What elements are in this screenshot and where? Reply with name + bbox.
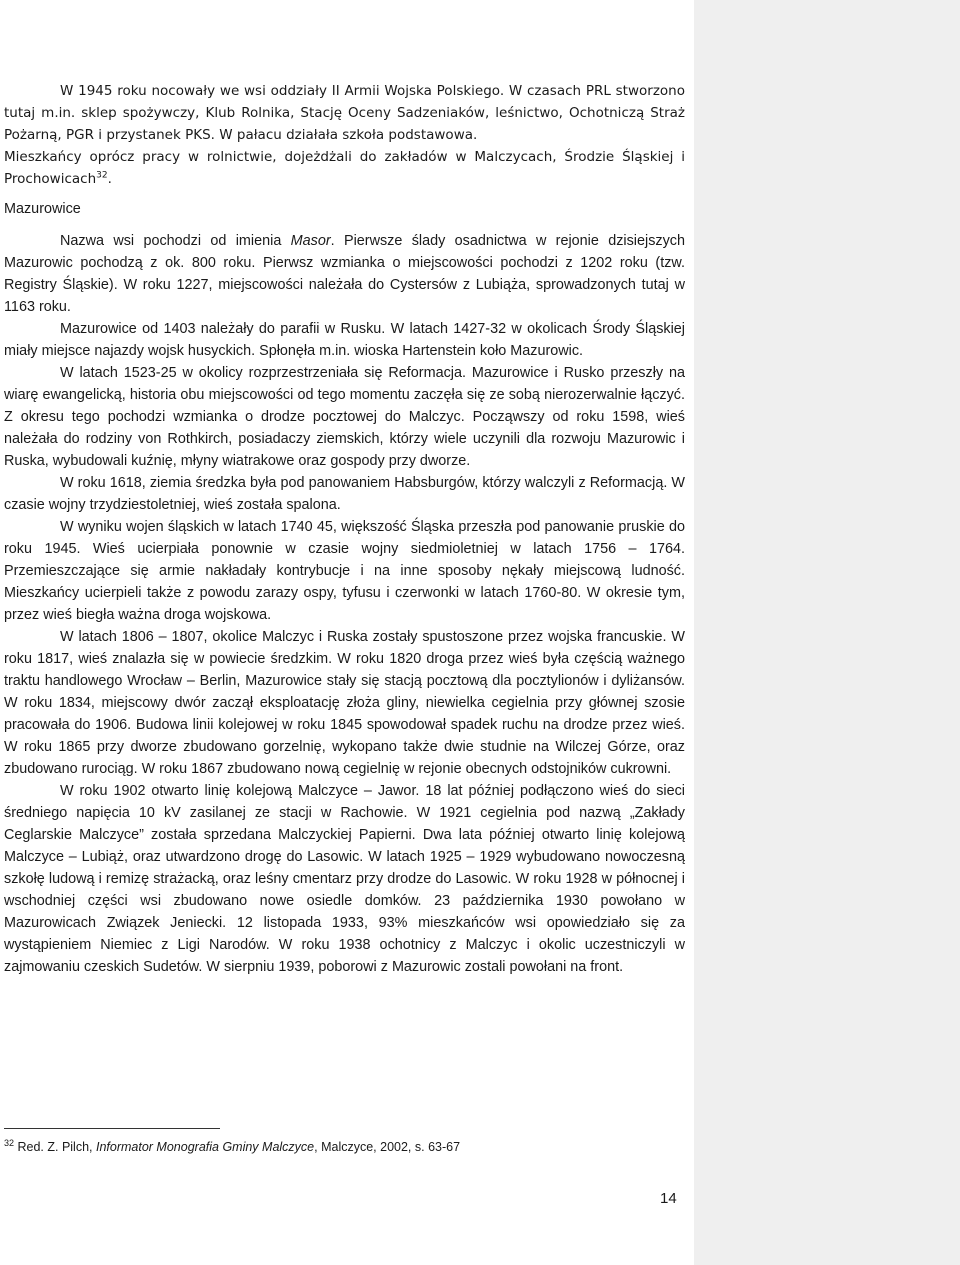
footnote-separator xyxy=(4,1128,220,1129)
footnote-text-b: , Malczyce, 2002, s. 63-67 xyxy=(314,1140,461,1154)
paragraph-1 xyxy=(4,230,685,318)
body-text xyxy=(4,80,685,978)
p1-rest: . Pierwsze ślady osadnictwa w rejonie dzisiejszych Mazurowic pochodzą z ok. 800 roku. Pierwsz wzmianka o miejscowości pochodzi z 1202 roku (tzw. Registry Śląskie). W roku 1227, miejscowości należała do Cystersów z Lubiąża, sprowadzonych tutaj w 1163 roku. xyxy=(4,233,685,315)
paragraph-6: W latach 1806 – 1807, okolice Malczyc i Ruska zostały spustoszone przez wojska francuskie. W roku 1817, wieś znalazła się w powiecie średzkim. W roku 1820 droga przez wieś była częścią ważnego traktu handlowego Wrocław – Berlin, Mazurowice stały się stacją pocztową dla pocztylionów i dyliżansów. W roku 1834, miejscowy dwór zaczął eksploatację złoża gliny, niewielka cegielnia przy głównej szosie pracowała do 1906. Budowa linii kolejowej w roku 1845 spowodował spadek ruchu na drodze przez wieś. W roku 1865 przy dworze zbudowano gorzelnię, wykopano także dwie studnie na Wilczej Górze, oraz zbudowano rurociąg. W roku 1867 zbudowano nową cegielnię w rejonie obecnych odstojników cukrowni. xyxy=(4,629,685,777)
footnote-text-a: Red. Z. Pilch, xyxy=(14,1140,96,1154)
right-margin-panel xyxy=(694,0,960,1265)
paragraph-4: W roku 1618, ziemia średzka była pod panowaniem Habsburgów, którzy walczyli z Reformacją. W czasie wojny trzydziestoletniej, wieś została spalona. xyxy=(4,475,685,513)
p1-start: Nazwa wsi pochodzi od imienia xyxy=(60,233,291,249)
intro-paragraph-2: Mieszkańcy oprócz pracy w rolnictwie, dojeżdżali do zakładów w Malczycach, Środzie Śląskiej i Prochowicach$^{32}$. xyxy=(4,149,685,187)
footnote-ref: 32 xyxy=(96,170,108,181)
footnote-title: Informator Monografia Gminy Malczyce xyxy=(96,1140,315,1154)
paragraph-7: W roku 1902 otwarto linię kolejową Malczyce – Jawor. 18 lat później podłączono wieś do sieci średniego napięcia 10 kV zasilanej ze stacji w Rachowie. W 1921 cegielnia pod nazwą „Zakłady Ceglarskie Malczyce” została sprzedana Malczyckiej Papierni. Dwa lata później otwarto linię kolejową Malczyce – Lubiąż, oraz utwardzono drogę do Lasowic. W latach 1925 – 1929 wybudowano nowoczesną szkołę ludową i remizę strażacką, oraz leśny cmentarz przy drodze do Lasowic. W roku 1928 w północnej i wschodniej części wsi zbudowano nowe osiedle domków. 23 października 1930 powołano w Mazurowicach Związek Jeniecki. 12 listopada 1933, 93% mieszkańców wsi opowiedziało się za wystąpieniem Niemiec z Ligi Narodów. W roku 1938 ochotnicy z Malczyc i okolic uczestniczyli w zajmowaniu czeskich Sudetów. W sierpniu 1939, poborowi z Mazurowic zostali powołani na front. xyxy=(4,783,685,975)
page-number: 14 xyxy=(660,1190,677,1207)
paragraph-5: W wyniku wojen śląskich w latach 1740 45, większość Śląska przeszła pod panowanie pruskie do roku 1945. Wieś ucierpiała ponownie w czasie wojny siedmioletniej w latach 1756 – 1764. Przemieszczające się armie nakładały kontrybucje i na inne sposoby nękały miejscową ludność. Mieszkańcy ucierpieli także z powodu zarazy ospy, tyfusu i czerwonki w latach 1760-80. W okresie tym, przez wieś biegła ważna droga wojskowa. xyxy=(4,519,685,623)
paragraph-2: Mazurowice od 1403 należały do parafii w Rusku. W latach 1427-32 w okolicach Środy Śląskiej miały miejsce najazdy wojsk husyckich. Spłonęła m.in. wioska Hartenstein koło Mazurowic. xyxy=(4,321,685,359)
paragraph-3: W latach 1523-25 w okolicy rozprzestrzeniała się Reformacja. Mazurowice i Rusko przeszły na wiarę ewangelicką, historia obu miejscowości od tego momentu zaczęła się ze sobą nierozerwalnie łączyć. Z okresu tego pochodzi wzmianka o drodze pocztowej do Malczyc. Począwszy od roku 1598, wieś należała do rodziny von Rothkirch, posiadaczy ziemskich, którzy wiele uczynili dla rozwoju Mazurowic i Ruska, wybudowali kuźnię, młyny wiatrakowe oraz gospody przy dworze. xyxy=(4,365,685,469)
footnote-number: 32 xyxy=(4,1137,15,1148)
p1-name: Masor xyxy=(290,233,331,249)
intro-paragraph-1: W 1945 roku nocowały we wsi oddziały II Armii Wojska Polskiego. W czasach PRL stworzono tutaj m.in. sklep spożywczy, Klub Rolnika, Stację Oceny Sadzeniaków, leśnictwo, Ochotniczą Straż Pożarną, PGR i przystanek PKS. W pałacu działała szkoła podstawowa. xyxy=(4,83,685,143)
intro-text: Mieszkańcy oprócz pracy w rolnictwie, dojeżdżali do zakładów w Malczycach, Środzie Śląskiej i Prochowicach xyxy=(4,149,685,187)
section-heading: Mazurowice xyxy=(4,201,81,217)
footnote xyxy=(4,1138,684,1156)
